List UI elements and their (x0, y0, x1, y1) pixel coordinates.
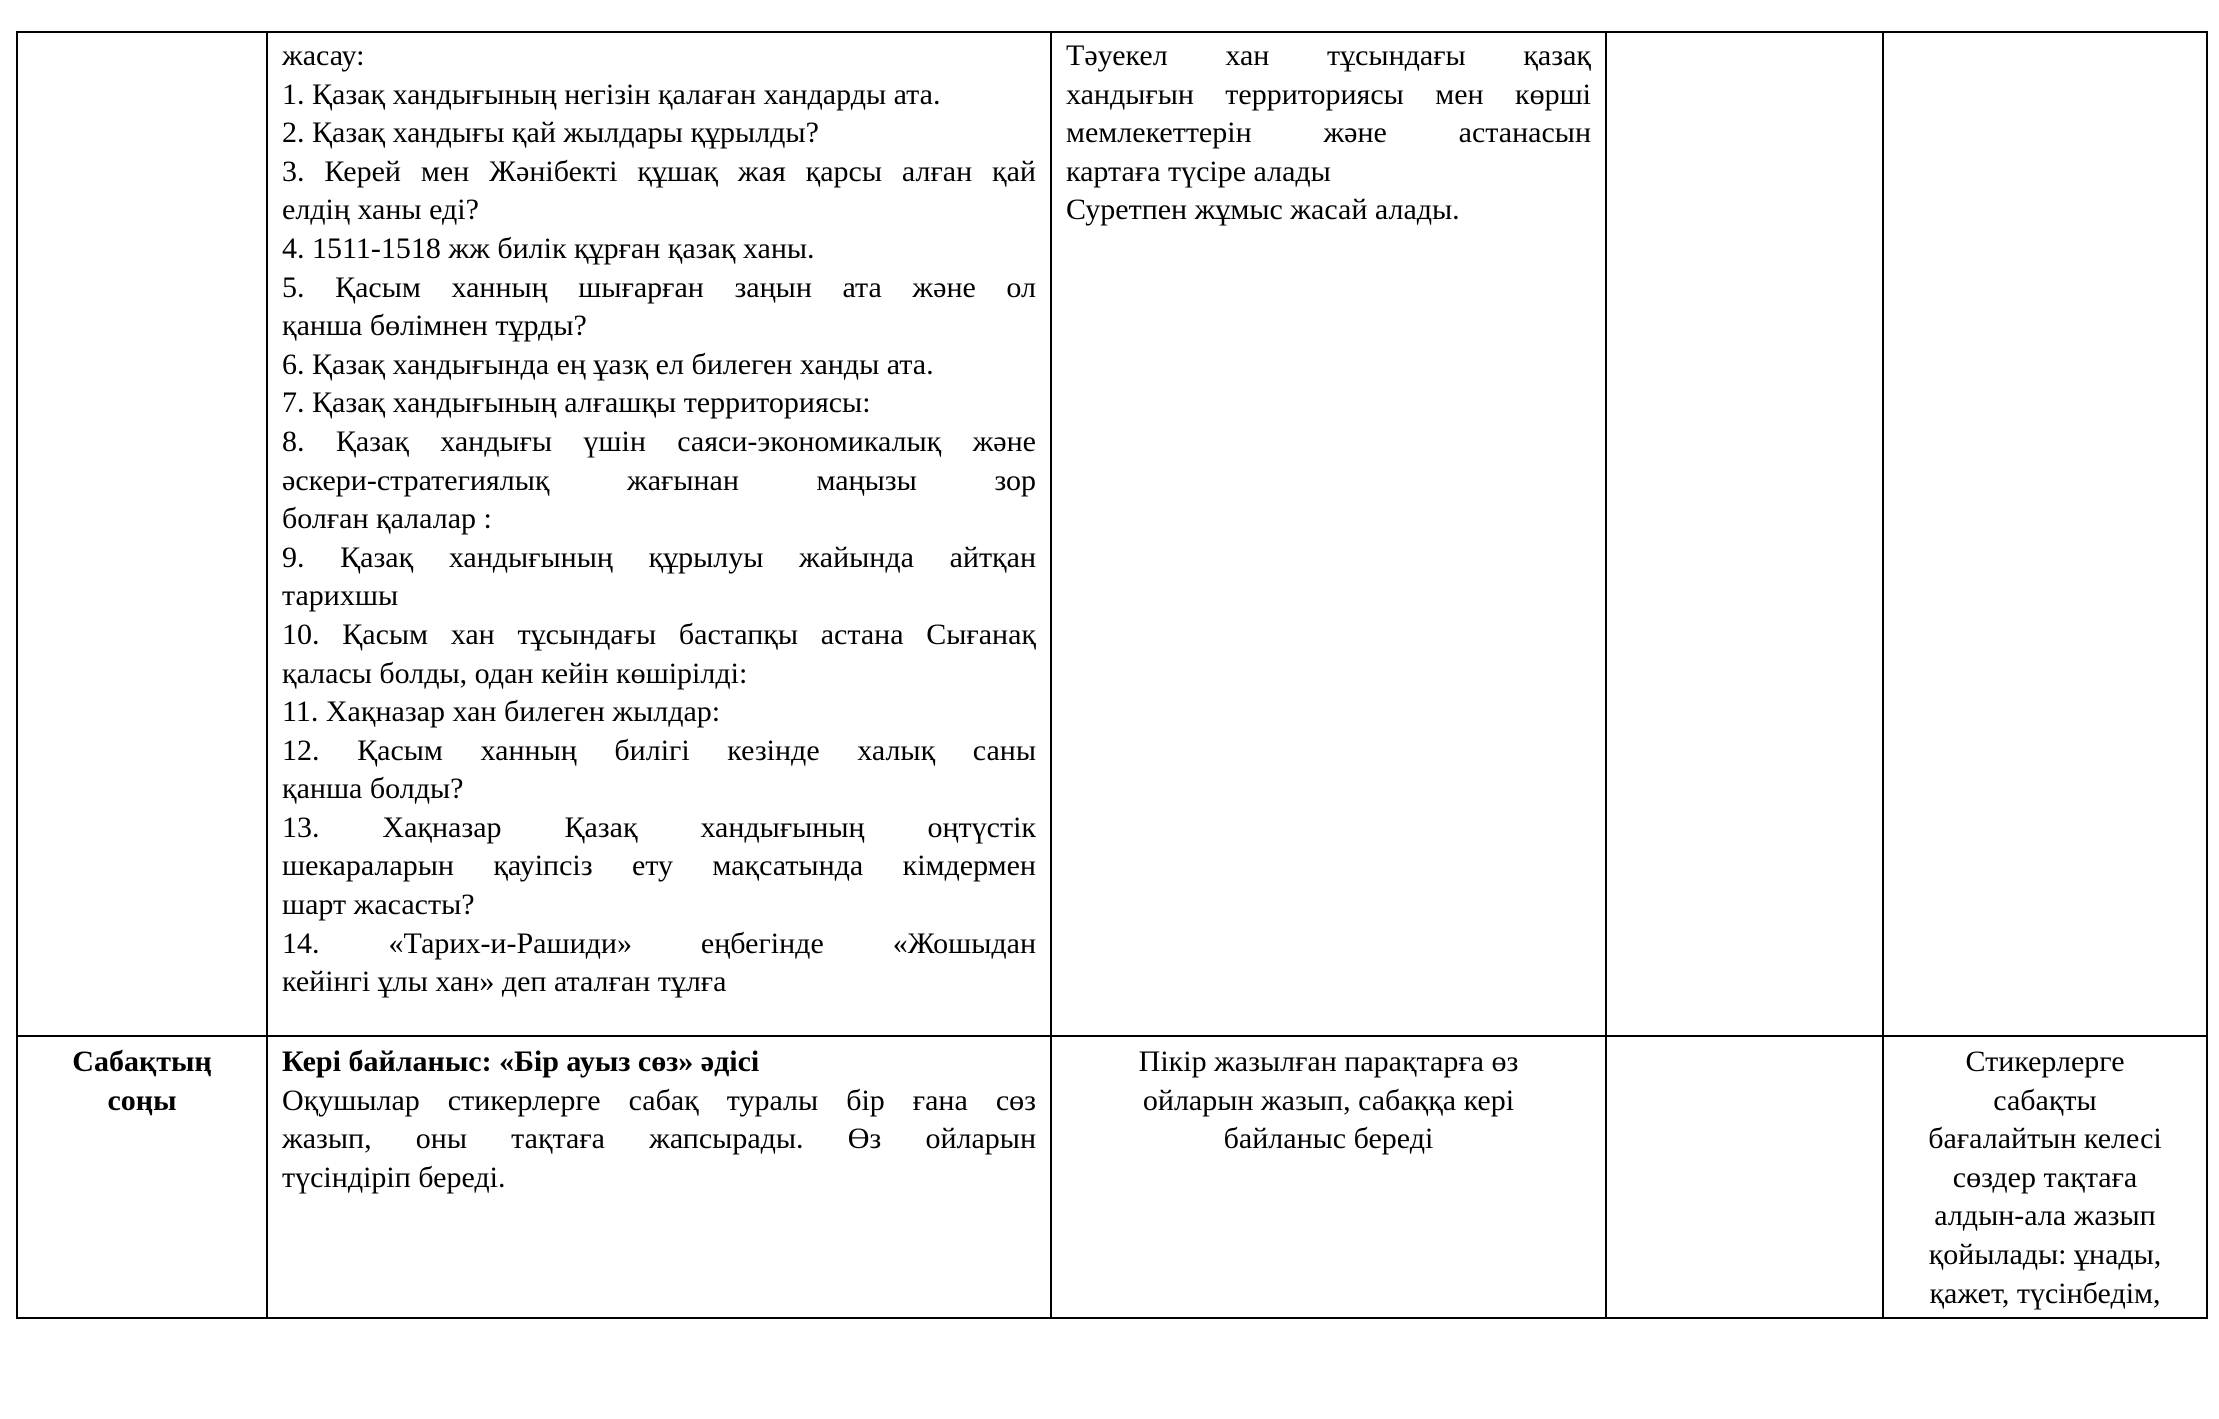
stage-cell (17, 32, 267, 1036)
text-line: қанша бөлімнен тұрды? (282, 309, 587, 343)
text-line: жасау: (282, 39, 365, 72)
text-line: Оқушылар стикерлерге сабақ туралы бір ғана сөз (282, 1083, 1036, 1117)
text-line: бағалайтын келесі (1928, 1122, 2162, 1156)
questions-list (282, 37, 1036, 1002)
text-line: елдің ханы еді? (282, 193, 479, 227)
text-line: шекараларын қауіпсіз ету мақсатында кімдермен (282, 849, 1036, 883)
text-line: картаға түсіре алады (1066, 154, 1331, 188)
activity-cell (267, 1036, 1051, 1318)
text-line: 7. Қазақ хандығының алғашқы территориясы: (282, 386, 871, 420)
text-line: мемлекеттерін және астанасын (1066, 116, 1591, 150)
text-line: 12. Қасым ханның билігі кезінде халық саны (282, 733, 1036, 767)
text-line: сабақты (1993, 1083, 2097, 1117)
questions-cell (267, 32, 1051, 1036)
text-line: 3. Керей мен Жәнібекті құшақ жая қарсы алған қай (282, 154, 1036, 188)
text-line: алдын-ала жазып (1934, 1199, 2156, 1233)
text-line: болған қалалар : (282, 502, 492, 536)
text-line: жазып, оны тақтаға жапсырады. Өз ойларын (282, 1122, 1036, 1156)
text-line: шарт жасасты? (282, 888, 475, 922)
text-line: ойларын жазып, сабаққа кері (1142, 1083, 1515, 1117)
text-line: 9. Қазақ хандығының құрылуы жайында айтқан (282, 540, 1036, 574)
resources-cell (1883, 32, 2207, 1036)
lesson-plan-table (16, 31, 2208, 1319)
text-line: қаласы болды, одан кейін көшірілді: (282, 656, 748, 690)
text-line: хандығын территориясы мен көрші (1066, 77, 1591, 111)
text-line: қанша болды? (282, 772, 464, 806)
text-line: 11. Хақназар хан билеген жылдар: (282, 695, 721, 729)
activity-description (282, 1082, 1036, 1198)
text-line: 6. Қазақ хандығында ең ұазқ ел билеген ханды ата. (282, 347, 934, 381)
text-line: қажет, түсінбедім, (1929, 1276, 2161, 1310)
text-line: Стикерлерге (1965, 1045, 2125, 1078)
student-action-cell (1051, 1036, 1606, 1318)
text-line: 5. Қасым ханның шығарған заңын ата және ол (282, 270, 1036, 304)
text-line: Суретпен жұмыс жасай алады. (1066, 193, 1460, 227)
text-line: түсіндіріп береді. (282, 1160, 506, 1194)
student-action-text (1066, 1043, 1591, 1159)
text-line: 1. Қазақ хандығының негізін қалаған хандарды ата. (282, 77, 941, 111)
text-line: 14. «Тарих-и-Рашиди» еңбегінде «Жошыдан (282, 926, 1036, 960)
text-line: 2. Қазақ хандығы қай жылдары құрылды? (282, 116, 819, 150)
activity-title: Кері байланыс: «Бір ауыз сөз» әдісі (282, 1045, 760, 1078)
text-line: байланыс береді (1223, 1122, 1434, 1156)
text-line: 8. Қазақ хандығы үшін саяси-экономикалық және (282, 424, 1036, 458)
text-line: 10. Қасым хан тұсындағы бастапқы астана Сығанақ (282, 617, 1036, 651)
text-line: тарихшы (282, 579, 399, 613)
text-line: сөздер тақтаға (1952, 1160, 2138, 1194)
resources-cell (1883, 1036, 2207, 1318)
text-line: 13. Хақназар Қазақ хандығының оңтүстік (282, 810, 1036, 844)
assessment-cell (1606, 32, 1883, 1036)
outcomes-text (1066, 37, 1591, 230)
table-row (17, 1036, 2207, 1318)
text-line: әскери-стратегиялық жағынан маңызы зор (282, 463, 1036, 497)
text-line: 4. 1511-1518 жж билік құрған қазақ ханы. (282, 231, 815, 265)
assessment-cell (1606, 1036, 1883, 1318)
text-line: Пікір жазылған парақтарға өз (1138, 1045, 1519, 1078)
text-line: қойылады: ұнады, (1928, 1237, 2162, 1271)
table-row (17, 32, 2207, 1036)
stage-label: Сабақтың соңы (72, 1045, 212, 1117)
text-line: кейінгі ұлы хан» деп аталған тұлға (282, 965, 727, 999)
text-line: Тәуекел хан тұсындағы қазақ (1066, 39, 1591, 72)
outcomes-cell (1051, 32, 1606, 1036)
stage-label-cell (17, 1036, 267, 1318)
resources-text (1898, 1043, 2192, 1313)
